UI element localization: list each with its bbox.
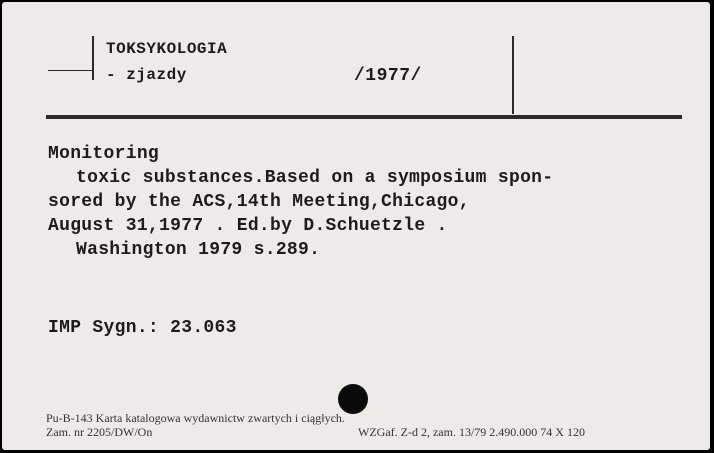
footer-line-1: Pu-B-143 Karta katalogowa wydawnictw zwartych i ciągłych.: [46, 411, 345, 425]
footer-print-info: WZGaf. Z-d 2, zam. 13/79 2.490.000 74 X 120: [358, 425, 585, 439]
entry-line-4: Washington 1979 s.289.: [76, 240, 321, 260]
footer-order-number: Zam. nr 2205/DW/On: [46, 425, 153, 439]
header-divider: [46, 115, 682, 119]
header-vertical-rule-right: [512, 36, 514, 114]
call-number: IMP Sygn.: 23.063: [48, 318, 237, 338]
subject-heading: TOKSYKOLOGIA: [106, 40, 228, 58]
entry-heading: Monitoring: [48, 144, 160, 164]
catalog-card: [2, 2, 710, 450]
year-label: /1977/: [354, 66, 422, 86]
subject-subheading: - zjazdy: [106, 66, 187, 84]
punch-hole: [338, 384, 368, 414]
entry-line-2: sored by the ACS,14th Meeting,Chicago,: [48, 192, 470, 212]
header-vertical-rule-left: [92, 36, 94, 80]
entry-line-3: August 31,1977 . Ed.by D.Schuetzle .: [48, 216, 448, 236]
entry-line-1: toxic substances.Based on a symposium spon-: [76, 168, 554, 188]
header-left-rule: [48, 70, 92, 71]
